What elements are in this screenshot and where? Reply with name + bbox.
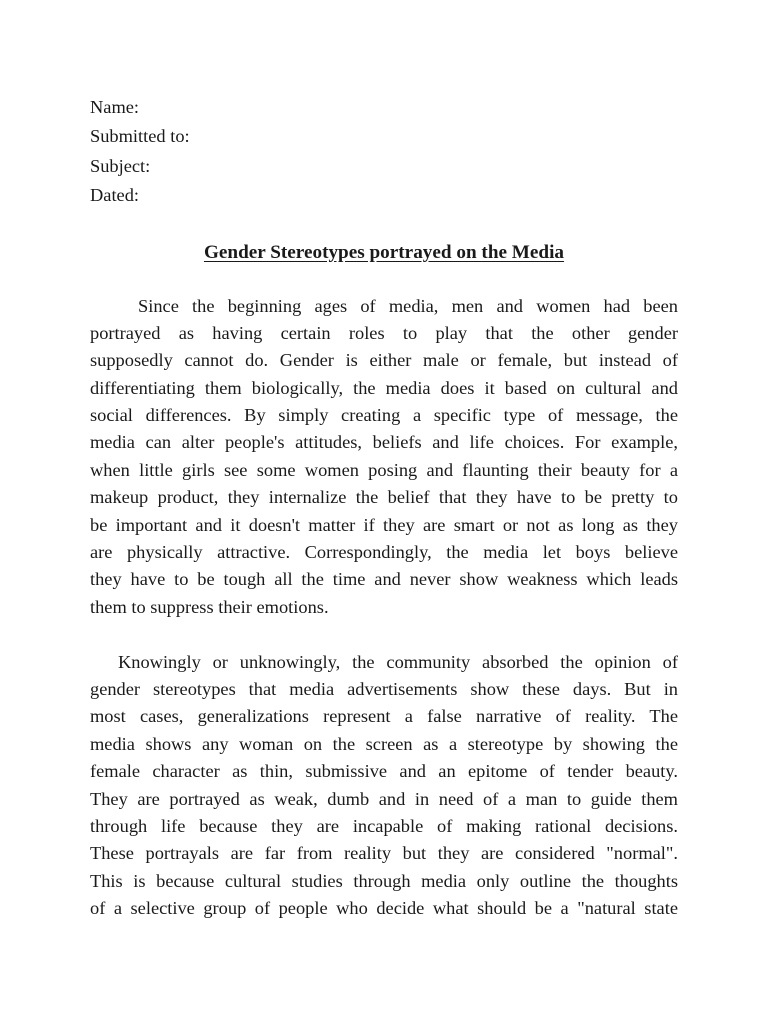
paragraph-line: are physically attractive. Correspondingly, the media let boys believe xyxy=(90,542,678,563)
paragraph-line: makeup product, they internalize the belief that they have to be pretty to xyxy=(90,487,678,508)
paragraph-line: media shows any woman on the screen as a stereotype by showing the xyxy=(90,733,678,754)
paragraph-line: portrayed as having certain roles to play that the other gender xyxy=(90,322,678,343)
paragraph-1 xyxy=(90,293,678,622)
document-title: Gender Stereotypes portrayed on the Media xyxy=(203,242,565,263)
paragraph-line: media can alter people's attitudes, beliefs and life choices. For example, xyxy=(90,432,678,453)
paragraph-line: female character as thin, submissive and an epitome of tender beauty. xyxy=(90,761,678,782)
paragraph-line: Since the beginning ages of media, men and women had been xyxy=(138,295,678,316)
paragraph-2 xyxy=(90,649,678,923)
paragraph-line: This is because cultural studies through media only outline the thoughts xyxy=(90,870,678,891)
paragraph-line: supposedly cannot do. Gender is either male or female, but instead of xyxy=(90,350,678,371)
paragraph-line: them to suppress their emotions. xyxy=(90,596,329,617)
header-block xyxy=(90,93,490,210)
paragraph-line: most cases, generalizations represent a false narrative of reality. The xyxy=(90,706,678,727)
paragraph-line: Knowingly or unknowingly, the community absorbed the opinion of xyxy=(118,651,678,672)
paragraph-line: These portrayals are far from reality but they are considered "normal". xyxy=(90,843,678,864)
dated-label: Dated: xyxy=(90,184,140,205)
paragraph-line: differentiating them biologically, the media does it based on cultural and xyxy=(90,377,678,398)
paragraph-line: through life because they are incapable of making rational decisions. xyxy=(90,815,678,836)
subject-label: Subject: xyxy=(90,155,151,176)
name-label: Name: xyxy=(90,97,140,117)
paragraph-spacer xyxy=(90,621,678,648)
paragraph-line: They are portrayed as weak, dumb and in need of a man to guide them xyxy=(90,788,678,809)
paragraph-line: when little girls see some women posing and flaunting their beauty for a xyxy=(90,459,678,480)
paragraph-line: they have to be tough all the time and never show weakness which leads xyxy=(90,569,678,590)
paragraph-line: social differences. By simply creating a specific type of message, the xyxy=(90,405,678,426)
document-body xyxy=(90,293,678,923)
paragraph-line: be important and it doesn't matter if they are smart or not as long as they xyxy=(90,514,678,535)
paragraph-line: of a selective group of people who decide what should be a "natural state xyxy=(90,898,678,919)
submitted-to-label: Submitted to: xyxy=(90,126,190,147)
paragraph-line: gender stereotypes that media advertisements show these days. But in xyxy=(90,678,678,699)
